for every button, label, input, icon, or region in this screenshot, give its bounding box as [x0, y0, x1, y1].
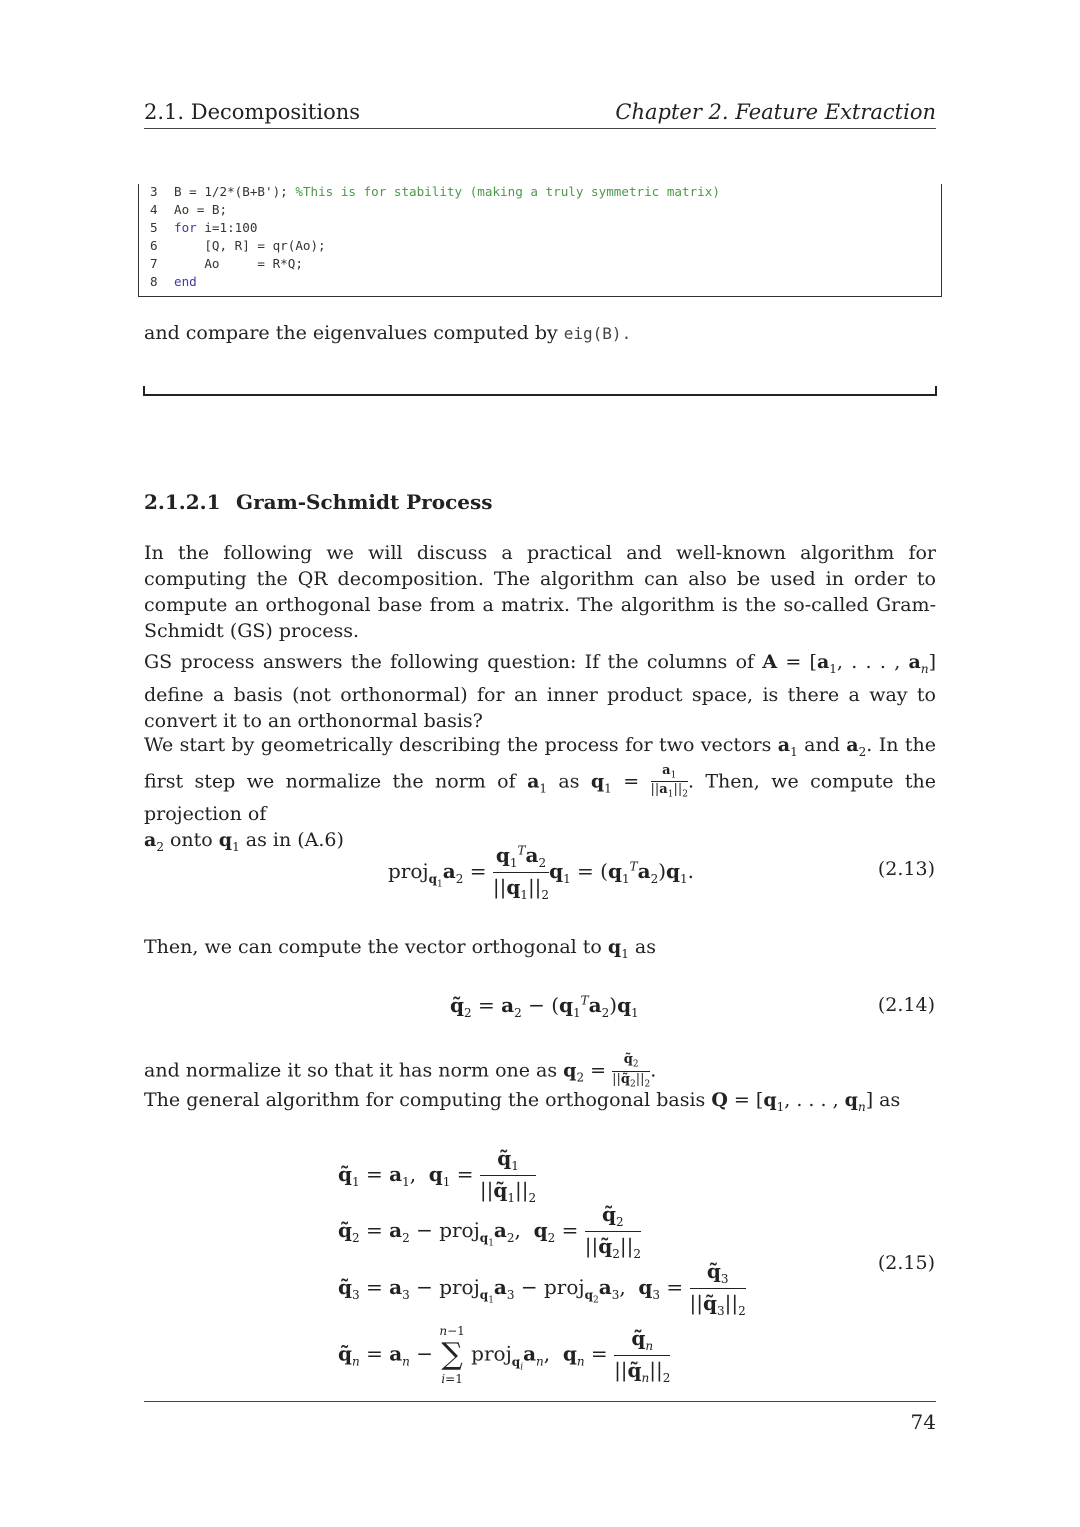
page-number: 74 [910, 1410, 936, 1434]
exercise-end-tick-right [935, 386, 937, 396]
code-line: 4 Ao = B; [150, 202, 228, 217]
paragraph-general: The general algorithm for computing the orthogonal basis $Q = [q_1$, . . . , $q_n$] as [144, 1089, 901, 1114]
paragraph-intro: In the following we will discuss a practical and well-known algorithm for computing the QR decomposition. The algorithm can also be used in order to compute an orthogonal base from a matrix. The algorithm is the so-called Gram-Schmidt (GS) process. [144, 542, 936, 642]
footer-rule [144, 1401, 936, 1402]
code-line: 8 end [150, 274, 197, 289]
code-line: 5 for i=1:100 [150, 220, 258, 235]
header-rule [144, 128, 936, 129]
paragraph-question: GS process answers the following question: If the columns of $A = [a_1$, . . . , $a_n$] define a basis (not orthonormal) for an inner product space, is there a way to convert it to an orthonormal basis? [144, 651, 936, 732]
section-heading: 2.1.2.1 Gram-Schmidt Process [144, 490, 493, 514]
running-header-section: 2.1. Decompositions [144, 100, 361, 124]
paragraph-normalize: and normalize it so that it has norm one as $q_2$ = $\frac{q̃_2}{||q̃_2||_2}$ . [144, 1052, 657, 1090]
code-line: 7 Ao = R*Q; [150, 256, 303, 271]
equation-number: (2.14) [877, 994, 935, 1016]
equation-2-15-row3: $q̃_3 = a_3$ − $proj_{q_1}a_3$ − $proj_{q_2}a_3$, $q_3$ = $\frac{q̃_3}{||q̃_3||_2}$ [338, 1259, 746, 1318]
equation-2-13: $proj_{q_1}a_2$ = $\frac{q_1^Ta_2}{||q_1||_2}$ $q_1 = (q_1^Ta_2)q_1$. [388, 843, 695, 902]
equation-2-15-row4: $q̃_n = a_n$ − n−1 ∑ i=1 $proj_{q_i}a_n$, $q_n$ = $\frac{q̃_n}{||q̃_n||_2}$ [338, 1324, 671, 1386]
equation-2-15-row1: $q̃_1 = a_1$, $q_1$ = $\frac{q̃_1}{||q̃_1||_2}$ [338, 1146, 537, 1205]
running-header-chapter: Chapter 2. Feature Extraction [615, 100, 936, 124]
equation-2-15-row2: $q̃_2 = a_2$ − $proj_{q_1}a_2$, $q_2$ = $\frac{q̃_2}{||q̃_2||_2}$ [338, 1202, 641, 1261]
code-line: 6 [Q, R] = qr(Ao); [150, 238, 326, 253]
equation-number: (2.15) [877, 1252, 935, 1274]
exercise-end-rule [143, 394, 937, 396]
compare-sentence: and compare the eigenvalues computed by eig(B). [144, 322, 632, 344]
paragraph-geometric: We start by geometrically describing the process for two vectors $a_1$ and $a_2$. In the first step we normalize the norm of $a_1$ as $q_1$ = $\frac{a_1}{||a_1||_2}$ . Then, we compute the projection of $a_2$ onto $q_1$ as in (A.6) [144, 734, 936, 854]
equation-number: (2.13) [877, 858, 935, 880]
code-line: 3 B = 1/2*(B+B'); %This is for stability (making a truly symmetric matrix) [150, 184, 720, 199]
equation-2-14: $q̃_2 = a_2 - (q_1^Ta_2)q_1$ [450, 993, 639, 1020]
paragraph-orthogonal: Then, we can compute the vector orthogonal to $q_1$ as [144, 936, 656, 961]
